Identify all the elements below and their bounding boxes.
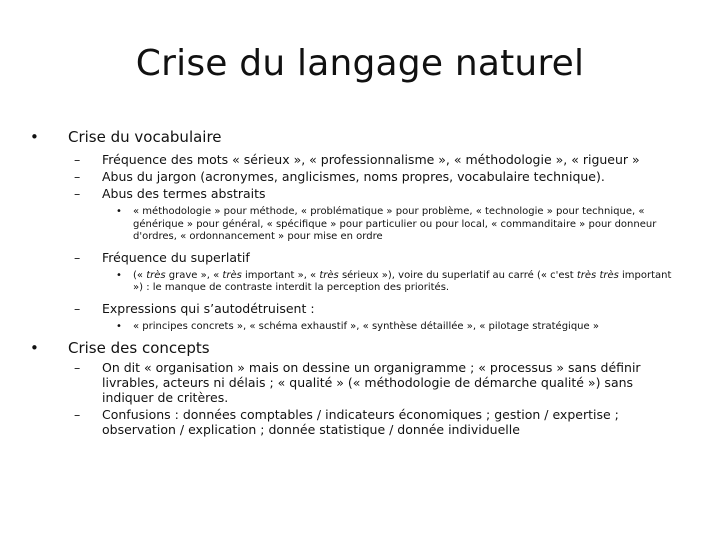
list-item [74, 301, 680, 316]
note-text: sérieux »), voire du superlatif au carré (« c'est [338, 269, 577, 281]
slide-title: Crise du langage naturel [135, 43, 585, 84]
bullet-l2: – [74, 186, 81, 201]
superlatif-note [133, 270, 680, 295]
list-item [74, 152, 680, 167]
item-text: Abus des termes abstraits [102, 186, 266, 201]
bullet-l2: – [74, 152, 81, 167]
sub-list-item [116, 206, 680, 244]
bullet-l1: • [30, 128, 39, 146]
note-text: (« [133, 269, 147, 281]
list-item [74, 360, 680, 405]
bullet-l3: • [116, 269, 122, 281]
bullet-l2: – [74, 249, 81, 265]
bullet-l3: • [116, 320, 122, 332]
bullet-l2: – [74, 360, 81, 375]
item-text: On dit « organisation » mais on dessine un organigramme ; « processus » sans définir livrables, acteurs ni délais ; « qualité » (« méthodologie de démarche qualité ») sans indiquer de critères. [102, 360, 641, 405]
item-text: Fréquence du superlatif [102, 249, 250, 265]
slide-content [30, 128, 680, 439]
bullet-l2: – [74, 407, 81, 422]
list-item [74, 169, 680, 184]
bullet-l2: – [74, 169, 81, 184]
item-text: Expressions qui s’autodétruisent : [102, 300, 315, 316]
emphasis: très [146, 269, 166, 281]
bullet-l1: • [30, 339, 39, 357]
section-heading: Crise du vocabulaire [68, 128, 222, 146]
emphasis: très [319, 269, 339, 281]
list-item [74, 250, 680, 265]
sub-list-item [116, 270, 680, 295]
item-text: Fréquence des mots « sérieux », « professionnalisme », « méthodologie », « rigueur » [102, 152, 640, 167]
note-text: grave », « [165, 269, 223, 281]
item-text: Confusions : données comptables / indicateurs économiques ; gestion / expertise ; observation / explication ; donnée statistique / donnée individuelle [102, 407, 619, 437]
list-item [74, 407, 680, 437]
abstract-terms-note: « méthodologie » pour méthode, « problématique » pour problème, « technologie » pour technique, « générique » pour général, « spécifique » pour particulier ou pour local, « commanditaire » pour donneur d'ordres, « ordonnancement » pour mise en ordre [133, 206, 657, 242]
section-concepts [30, 339, 680, 357]
item-text: Abus du jargon (acronymes, anglicismes, noms propres, vocabulaire technique). [102, 169, 605, 184]
autodestruction-note: « principes concrets », « schéma exhaustif », « synthèse détaillée », « pilotage stratégique » [133, 320, 599, 332]
emphasis: très très [576, 269, 619, 281]
bullet-l2: – [74, 300, 81, 316]
bullet-l3: • [116, 206, 122, 217]
list-item [74, 186, 680, 201]
sub-list-item [116, 321, 680, 334]
section-vocabulaire [30, 128, 680, 146]
note-text: important ») : le manque de contraste interdit la perception des priorités. [133, 269, 672, 293]
note-text: important », « [241, 269, 320, 281]
emphasis: très [222, 269, 242, 281]
section-heading: Crise des concepts [68, 339, 210, 357]
